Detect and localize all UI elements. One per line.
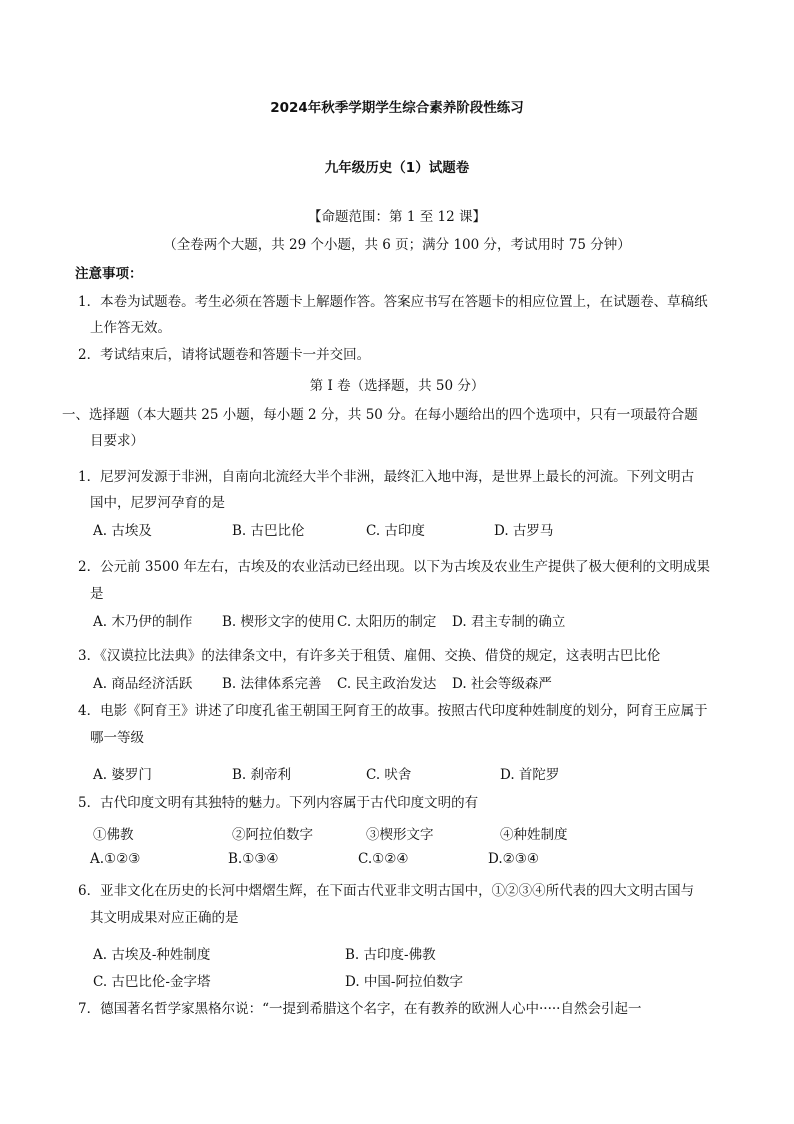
question-3-option-d: D. 社会等级森严 [452,676,552,692]
question-2-option-a: A. 木乃伊的制作 [93,614,193,630]
question-6-stem-cont: 其文明成果对应正确的是 [90,910,239,926]
question-4-stem-cont: 哪一等级 [90,730,144,746]
section-intro: 一、选择题（本大题共 25 小题，每小题 2 分，共 50 分。在每小题给出的四个选项中，只有一项最符合题 [62,407,698,423]
exam-subtitle: 九年级历史（1）试题卷 [324,160,470,176]
question-5-option-d: D.②③④ [488,851,539,867]
exam-title: 2024年秋季学期学生综合素养阶段性练习 [270,100,524,116]
question-5-option-a: A.①②③ [90,851,141,867]
question-4-option-a: A. 婆罗门 [93,767,152,783]
question-3-option-a: A. 商品经济活跃 [93,676,193,692]
question-2-stem-cont: 是 [90,586,104,602]
question-3-option-b: B. 法律体系完善 [222,676,322,692]
question-5-item-2: ②阿拉伯数字 [232,827,313,843]
question-4-stem: 4．电影《阿育王》讲述了印度孔雀王朝国王阿育王的故事。按照古代印度种姓制度的划分，阿育王应属于 [78,703,708,719]
notes-item-1: 1．本卷为试题卷。考生必须在答题卡上解题作答。答案应书写在答题卡的相应位置上，在试题卷、草稿纸 [78,294,708,310]
question-2-stem: 2．公元前 3500 年左右，古埃及的农业活动已经出现。以下为古埃及农业生产提供了极大便利的文明成果 [78,559,711,575]
question-1-stem: 1．尼罗河发源于非洲，自南向北流经大半个非洲，最终汇入地中海，是世界上最长的河流。下列文明古 [78,469,695,485]
question-6-option-b: B. 古印度-佛教 [345,947,436,963]
notes-item-1-cont: 上作答无效。 [90,320,171,336]
question-1-option-c: C. 古印度 [366,523,425,539]
question-7-stem: 7．德国著名哲学家黑格尔说：“一提到希腊这个名字，在有教养的欧洲人心中·····自然会引起一 [78,1001,642,1017]
question-6-option-a: A. 古埃及-种姓制度 [93,947,211,963]
question-6-option-d: D. 中国-阿拉伯数字 [345,974,463,990]
question-3-stem: 3．《汉谟拉比法典》的法律条文中，有许多关于租赁、雇佣、交换、借贷的规定，这表明古巴比伦 [78,648,661,664]
question-5-option-c: C.①②④ [358,851,409,867]
question-5-option-b: B.①③④ [228,851,279,867]
question-4-option-c: C. 吠舍 [366,767,412,783]
exam-info: （全卷两个大题，共 29 个小题，共 6 页；满分 100 分，考试用时 75 分钟） [163,237,631,253]
question-4-option-b: B. 刹帝利 [232,767,292,783]
part-title: 第 I 卷（选择题，共 50 分） [309,378,485,394]
question-5-item-4: ④种姓制度 [500,827,568,843]
question-6-stem: 6．亚非文化在历史的长河中熠熠生辉，在下面古代亚非文明古国中，①②③④所代表的四大文明古国与 [78,883,695,899]
notes-item-2: 2．考试结束后，请将试题卷和答题卡一并交回。 [78,347,371,363]
question-2-option-b: B. 楔形文字的使用 [222,614,336,630]
question-5-stem: 5．古代印度文明有其独特的魅力。下列内容属于古代印度文明的有 [78,795,479,811]
question-1-option-b: B. 古巴比伦 [232,523,305,539]
question-1-option-a: A. 古埃及 [93,523,152,539]
section-intro-cont: 目要求） [90,433,144,449]
question-1-option-d: D. 古罗马 [494,523,554,539]
question-4-option-d: D. 首陀罗 [500,767,560,783]
question-5-item-3: ③楔形文字 [366,827,434,843]
question-2-option-d: D. 君主专制的确立 [452,614,566,630]
question-6-option-c: C. 古巴比伦-金字塔 [93,974,211,990]
question-3-option-c: C. 民主政治发达 [337,676,437,692]
exam-scope: 【命题范围：第 1 至 12 课】 [308,209,486,225]
question-2-option-c: C. 太阳历的制定 [337,614,437,630]
question-5-item-1: ①佛教 [93,827,134,843]
notes-heading: 注意事项： [75,266,143,282]
question-1-stem-cont: 国中，尼罗河孕育的是 [90,495,225,511]
